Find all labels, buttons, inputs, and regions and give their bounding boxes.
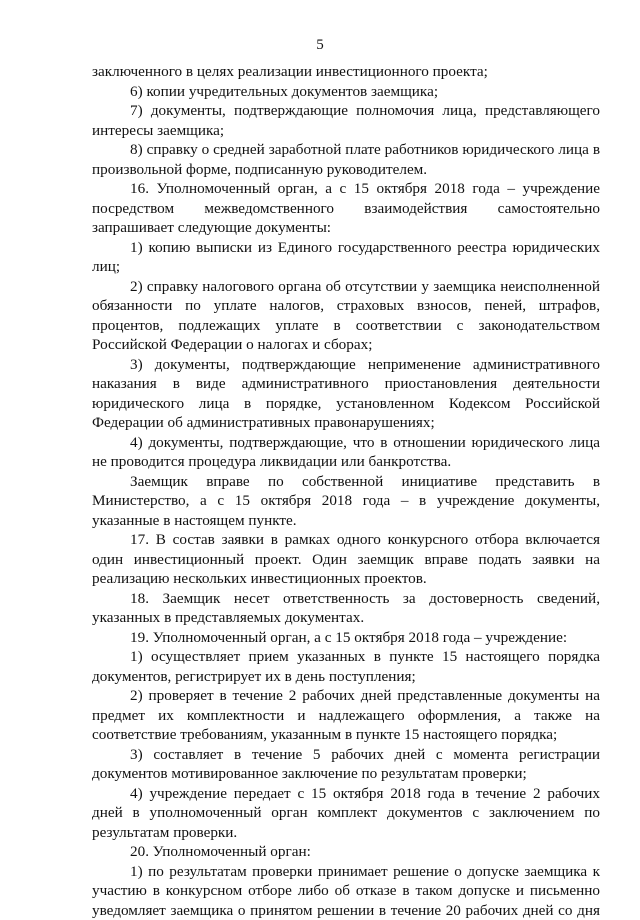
- paragraph: 7) документы, подтверждающие полномочия лица, представляющего интересы заемщика;: [92, 101, 600, 140]
- paragraph: 20. Уполномоченный орган:: [92, 842, 600, 862]
- paragraph: Заемщик вправе по собственной инициативе представить в Министерство, а с 15 октября 2018 года – в учреждение документы, указанные в настоящем пункте.: [92, 472, 600, 531]
- paragraph: 1) по результатам проверки принимает решение о допуске заемщика к участию в конкурсном отборе либо об отказе в таком допуске и письменно уведомляет заемщика о принятом решении в течение 20 рабочих дней со дня: [92, 862, 600, 920]
- paragraph: 16. Уполномоченный орган, а с 15 октября 2018 года – учреждение посредством межведомственного взаимодействия самостоятельно запрашивает следующие документы:: [92, 179, 600, 238]
- paragraph: заключенного в целях реализации инвестиционного проекта;: [92, 62, 600, 82]
- paragraph: 17. В состав заявки в рамках одного конкурсного отбора включается один инвестиционный проект. Один заемщик вправе подать заявки на реализацию нескольких инвестиционных проектов.: [92, 530, 600, 589]
- paragraph: 3) документы, подтверждающие неприменение административного наказания в виде административного приостановления деятельности юридического лица в порядке, установленном Кодексом Российской Федерации об административных правонарушениях;: [92, 355, 600, 433]
- paragraph: 4) документы, подтверждающие, что в отношении юридического лица не проводится процедура ликвидации или банкротства.: [92, 433, 600, 472]
- paragraph: 8) справку о средней заработной плате работников юридического лица в произвольной форме, подписанную руководителем.: [92, 140, 600, 179]
- paragraph: 1) осуществляет прием указанных в пункте 15 настоящего порядка документов, регистрирует их в день поступления;: [92, 647, 600, 686]
- paragraph: 2) проверяет в течение 2 рабочих дней представленные документы на предмет их комплектности и надлежащего оформления, а также на соответствие требованиям, указанным в пункте 15 настоящего порядка;: [92, 686, 600, 745]
- paragraph: 19. Уполномоченный орган, а с 15 октября 2018 года – учреждение:: [92, 628, 600, 648]
- document-body: [92, 62, 600, 920]
- paragraph: 4) учреждение передает с 15 октября 2018 года в течение 2 рабочих дней в уполномоченный орган комплект документов с заключением по результатам проверки.: [92, 784, 600, 843]
- paragraph: 18. Заемщик несет ответственность за достоверность сведений, указанных в представляемых документах.: [92, 589, 600, 628]
- paragraph: 3) составляет в течение 5 рабочих дней с момента регистрации документов мотивированное заключение по результатам проверки;: [92, 745, 600, 784]
- paragraph: 1) копию выписки из Единого государственного реестра юридических лиц;: [92, 238, 600, 277]
- paragraph: 6) копии учредительных документов заемщика;: [92, 82, 600, 102]
- page-number: 5: [0, 36, 640, 56]
- paragraph: 2) справку налогового органа об отсутствии у заемщика неисполненной обязанности по уплате налогов, страховых взносов, пеней, штрафов, процентов, подлежащих уплате в соответствии с законодательством Российской Федерации о налогах и сборах;: [92, 277, 600, 355]
